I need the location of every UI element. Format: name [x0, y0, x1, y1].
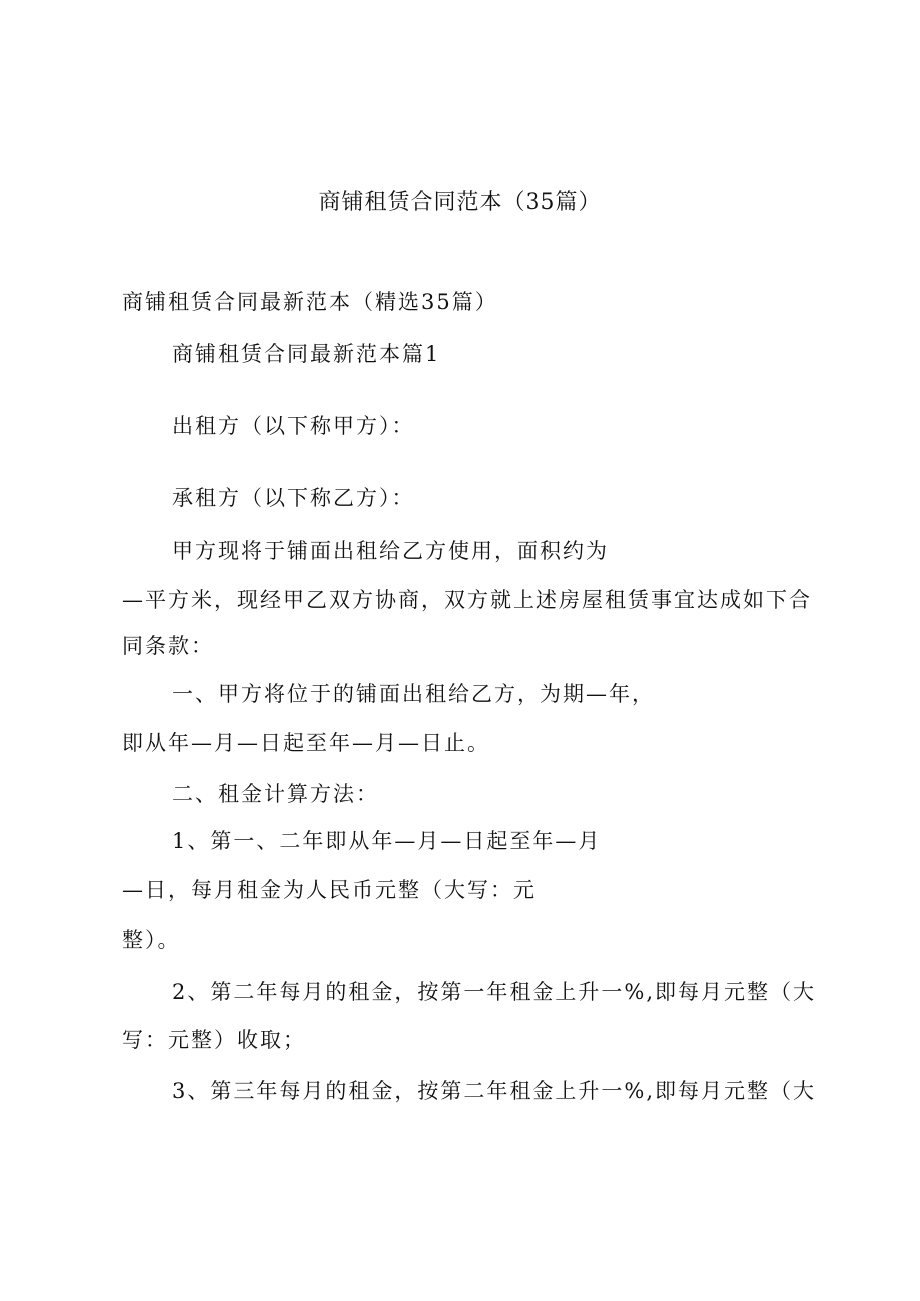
lessor-line: 出租方（以下称甲方）：	[172, 414, 415, 438]
paragraph-line: —平方米，现经甲乙双方协商，双方就上述房屋租赁事宜达成如下合	[122, 588, 812, 612]
clause-line: —日，每月租金为人民币元整（大写：元	[122, 878, 536, 902]
paragraph-line: 同条款：	[122, 634, 214, 658]
document-title: 商铺租赁合同范本（35篇）	[318, 190, 602, 215]
clause-line: 即从年—月—日起至年—月—日止。	[122, 731, 490, 755]
clause-line: 1、第一、二年即从年—月—日起至年—月	[172, 829, 602, 853]
document-subtitle: 商铺租赁合同最新范本（精选35篇）	[122, 290, 498, 314]
clause-line: 3、第三年每月的租金，按第二年租金上升一%,即每月元整（大	[172, 1079, 816, 1103]
clause-line: 一、甲方将位于的铺面出租给乙方，为期—年，	[172, 682, 655, 706]
clause-line: 整）。	[122, 928, 181, 952]
lessee-line: 承租方（以下称乙方）：	[172, 486, 415, 510]
paragraph-line: 甲方现将于铺面出租给乙方使用，面积约为	[172, 539, 609, 563]
section-heading: 商铺租赁合同最新范本篇1	[172, 342, 441, 366]
clause-line: 2、第二年每月的租金，按第一年租金上升一%,即每月元整（大	[172, 980, 816, 1004]
clause-line: 写：元整）收取；	[122, 1028, 306, 1052]
clause-line: 二、租金计算方法：	[172, 782, 379, 806]
